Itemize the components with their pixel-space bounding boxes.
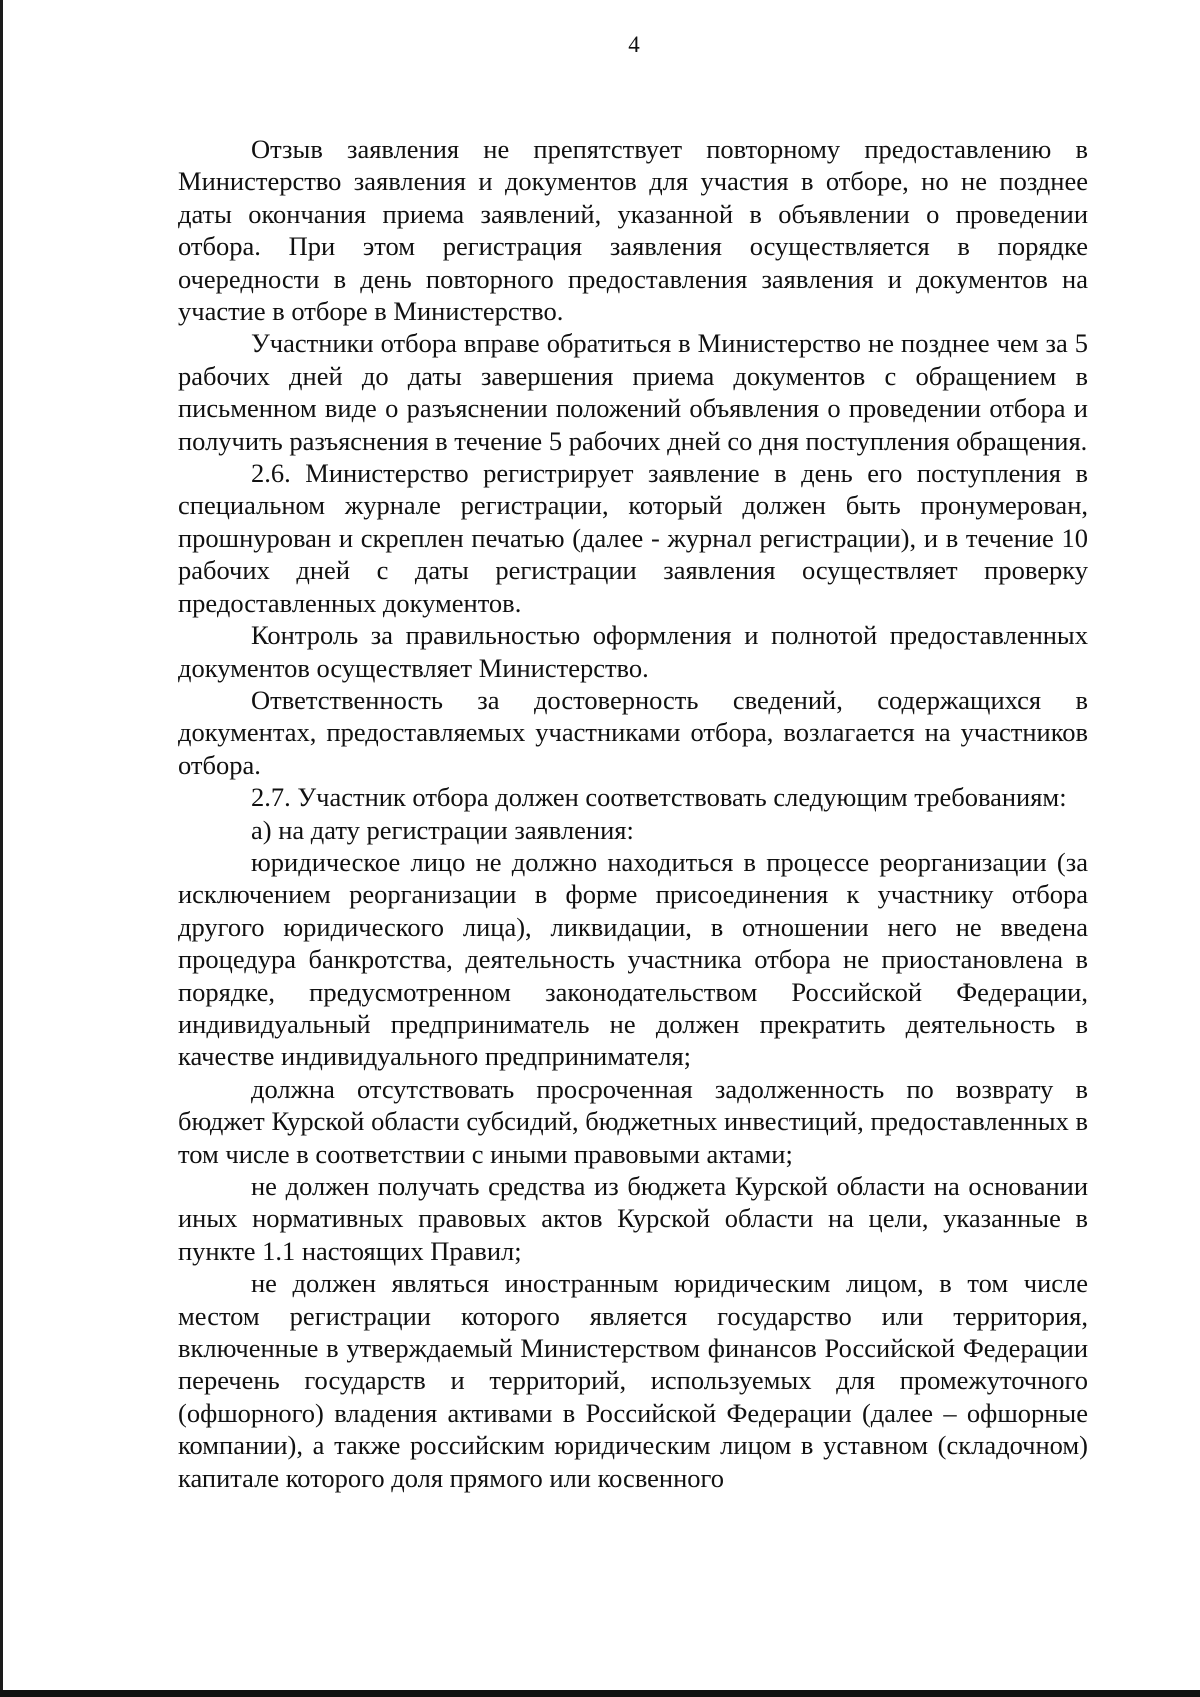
paragraph-withdrawal: Отзыв заявления не препятствует повторному предоставлению в Министерство заявления и документов для участия в отборе, но не позднее даты окончания приема заявлений, указанной в объявлении о проведении отбора. При этом регистрация заявления осуществляется в порядке очередности в день повторного предоставления заявления и документов на участие в отборе в Министерство. bbox=[178, 134, 1088, 327]
paragraph-overdue-debt: должна отсутствовать просроченная задолженность по возврату в бюджет Курской области субсидий, бюджетных инвестиций, предоставленных в том числе в соответствии с иными правовыми актами; bbox=[178, 1073, 1088, 1169]
paragraph-budget-funds: не должен получать средства из бюджета Курской области на основании иных нормативных правовых актов Курской области на цели, указанные в пункте 1.1 настоящих Правил; bbox=[178, 1171, 1088, 1266]
scan-edge-bottom bbox=[0, 1690, 1200, 1697]
page-number: 4 bbox=[628, 32, 640, 57]
paragraph-2-6-registration: 2.6. Министерство регистрирует заявление в день его поступления в специальном журнале регистрации, который должен быть пронумерован, прошнурован и скреплен печатью (далее - журнал регистрации), и в течение 10 рабочих дней с даты регистрации заявления осуществляет проверку предоставленных документов. bbox=[178, 458, 1088, 618]
document-body bbox=[178, 133, 1088, 1494]
paragraph-foreign-entity: не должен являться иностранным юридическим лицом, в том числе местом регистрации которого является государство или территория, включенные в утверждаемый Министерством финансов Российской Федерации перечень государств и территорий, используемых для промежуточного (офшорного) владения активами в Российской Федерации (далее – офшорные компании), а также российским юридическим лицом в уставном (складочном) капитале которого доля прямого или косвенного bbox=[178, 1268, 1088, 1493]
scan-edge-left bbox=[0, 0, 3, 1697]
paragraph-2-7-requirements: 2.7. Участник отбора должен соответствовать следующим требованиям: bbox=[251, 782, 1067, 813]
paragraph-clarification-request: Участники отбора вправе обратиться в Министерство не позднее чем за 5 рабочих дней до даты завершения приема документов с обращением в письменном виде о разъяснении положений объявления о проведении отбора и получить разъяснения в течение 5 рабочих дней со дня поступления обращения. bbox=[178, 328, 1088, 456]
paragraph-reorganization: юридическое лицо не должно находиться в процессе реорганизации (за исключением реорганизации в форме присоединения к участнику отбора другого юридического лица), ликвидации, в отношении него не введена процедура банкротства, деятельность участника отбора не приостановлена в порядке, предусмотренном законодательством Российской Федерации, индивидуальный предприниматель не должен прекратить деятельность в качестве индивидуального предпринимателя; bbox=[178, 846, 1088, 1072]
paragraph-item-a: а) на дату регистрации заявления: bbox=[251, 814, 634, 845]
paragraph-control: Контроль за правильностью оформления и полнотой предоставленных документов осуществляет Министерство. bbox=[178, 620, 1088, 683]
paragraph-responsibility: Ответственность за достоверность сведений, содержащихся в документах, предоставляемых участниками отбора, возлагается на участников отбора. bbox=[178, 684, 1088, 780]
